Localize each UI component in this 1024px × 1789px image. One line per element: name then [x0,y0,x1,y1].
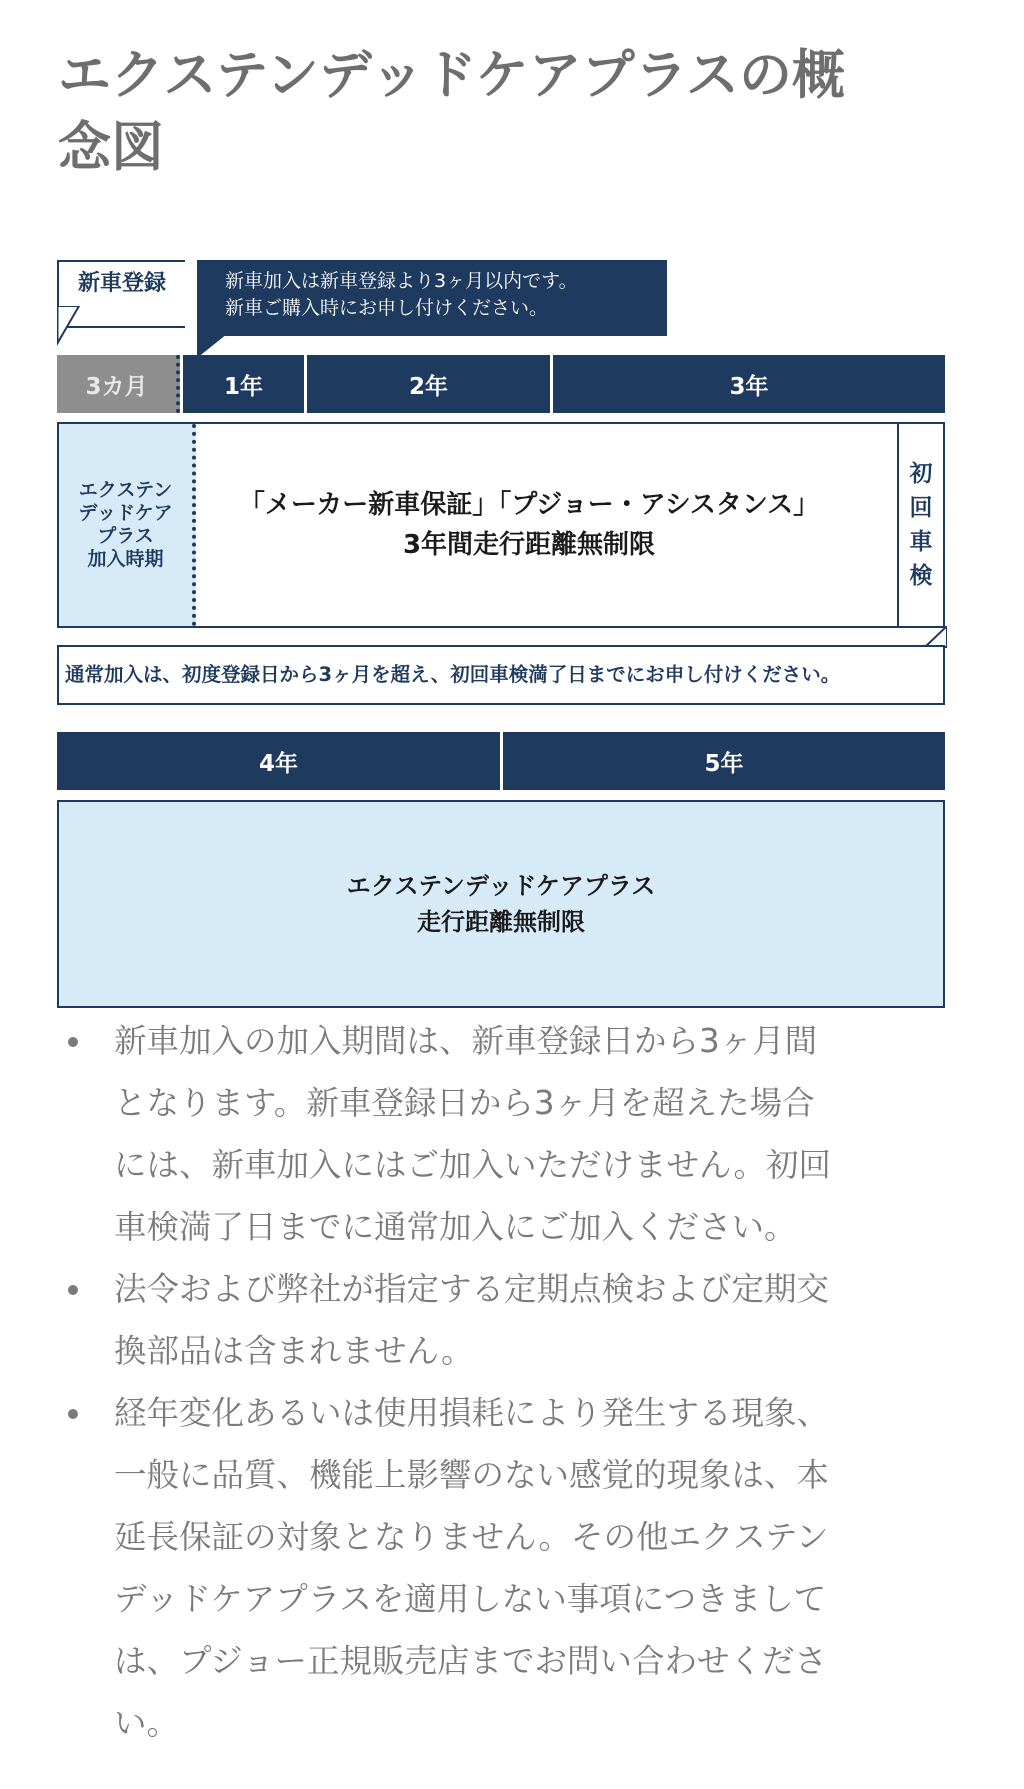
note-line: 換部品は含まれません。 [114,1332,474,1370]
note-line: 法令および弊社が指定する定期点検および定期交 [114,1270,830,1308]
timeline-segment-year-4: 4年 [57,732,500,790]
notes-list [60,1010,960,1754]
first-vehicle-inspection-label [897,424,943,626]
note-line: い。 [114,1704,180,1742]
extended-care-plus-box [57,800,945,1008]
timeline-segment-year-1: 1年 [183,355,304,413]
note-item [60,1382,960,1754]
timeline-segment-3-months: 3カ月 [57,355,180,413]
note-item [60,1258,960,1382]
callout-line-2: 新車ご購入時にお申し付けください。 [225,297,549,319]
manufacturer-warranty-text [199,424,859,626]
enroll-line-1: エクステン [78,479,173,501]
extended-care-enrollment-period [59,424,196,626]
note-line: 延長保証の対象となりません。その他エクステン [114,1518,829,1556]
note-item [60,1010,960,1258]
note-line: 一般に品質、機能上影響のない感覚的現象は、本 [114,1456,830,1494]
page-title [58,40,958,184]
bullet-icon [68,1037,78,1047]
extended-care-line-1: エクステンデッドケアプラス [346,872,656,900]
new-car-enrollment-callout [197,260,667,336]
note-line: 車検満了日までに通常加入にご加入ください。 [114,1208,797,1246]
note-line: デッドケアプラスを適用しない事項につきまして [114,1580,827,1618]
note-line: は、プジョー正規販売店までお問い合わせくださ [114,1642,828,1680]
normal-enrollment-note: 通常加入は、初度登録日から3ヶ月を超え、初回車検満了日までにお申し付けください。 [57,645,945,705]
timeline-years-4-5 [57,732,945,790]
manufacturer-warranty-line-1: 「メーカー新車保証」「プジョー・アシスタンス」 [238,490,820,520]
enroll-line-4: 加入時期 [87,548,164,570]
extended-care-line-2: 走行距離無制限 [417,908,585,936]
timeline-segment-year-2: 2年 [307,355,550,413]
manufacturer-warranty-box [57,422,945,628]
page-title-line-2: 念図 [58,117,164,178]
page-title-line-1: エクステンデッドケアプラスの概 [58,45,846,106]
note-line: 経年変化あるいは使用損耗により発生する現象、 [114,1394,830,1432]
enroll-line-3: プラス [97,525,154,547]
note-line: となります。新車登録日から3ヶ月を超えた場合 [114,1084,815,1122]
inspection-char-1: 初 [909,461,933,487]
enroll-line-2: デッドケア [78,502,173,524]
inspection-char-4: 検 [909,563,933,589]
coverage-diagram [57,260,947,1010]
registration-label-pointer [57,306,97,346]
callout-line-1: 新車加入は新車登録より3ヶ月以内です。 [225,270,578,292]
note-line: 新車加入の加入期間は、新車登録日から3ヶ月間 [114,1022,818,1060]
note-line: には、新車加入にはご加入いただけません。初回 [114,1146,831,1184]
timeline-segment-year-3: 3年 [553,355,945,413]
registration-label: 新車登録 [57,260,185,328]
timeline-years-1-3 [57,355,945,413]
manufacturer-warranty-line-2: 3年間走行距離無制限 [402,530,656,560]
bullet-icon [68,1285,78,1295]
inspection-char-2: 回 [909,495,933,521]
inspection-char-3: 車 [909,529,933,555]
timeline-segment-year-5: 5年 [503,732,945,790]
bullet-icon [68,1409,78,1419]
